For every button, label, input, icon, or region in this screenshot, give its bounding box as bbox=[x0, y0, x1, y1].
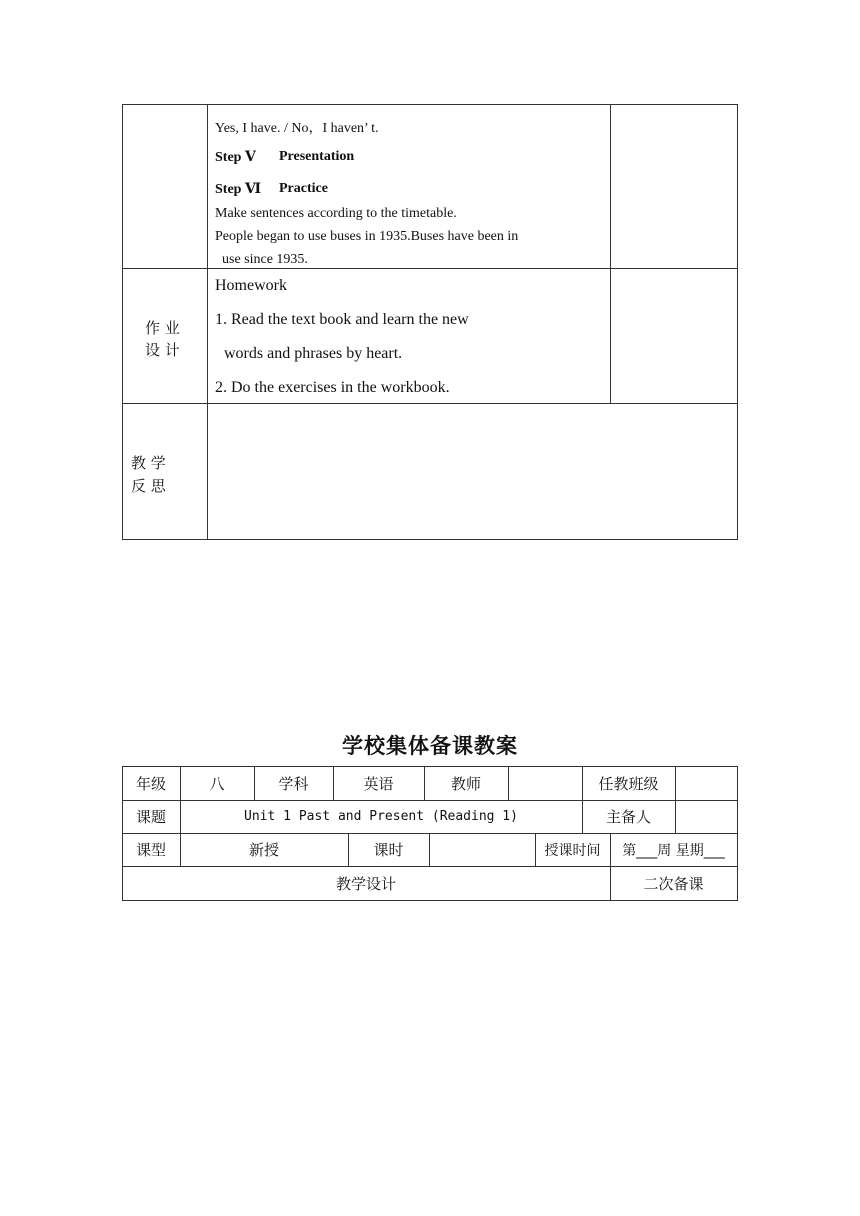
practice-instruction: Make sentences according to the timetable. bbox=[215, 206, 457, 221]
lead-preparer-value bbox=[675, 800, 737, 833]
table-border bbox=[610, 104, 611, 404]
class-hours-label: 课时 bbox=[373, 841, 404, 859]
table-border bbox=[737, 766, 738, 901]
reflection-label-line2: 反 思 bbox=[131, 477, 166, 495]
dialogue-line: Yes, I have. / No，I haven’ t. bbox=[215, 121, 379, 136]
step-six-title: Practice bbox=[279, 181, 328, 196]
teaching-design-label: 教学设计 bbox=[335, 874, 396, 893]
teacher-value bbox=[508, 766, 582, 800]
homework-label-line1: 作 业 bbox=[145, 319, 180, 337]
homework-item-1-line1: 1. Read the text book and learn the new bbox=[215, 311, 469, 328]
class-hours-value bbox=[429, 833, 535, 866]
homework-title: Homework bbox=[215, 277, 287, 294]
example-sentence-line1: People began to use buses in 1935.Buses have been in bbox=[215, 229, 519, 244]
example-sentence-line2: use since 1935. bbox=[222, 252, 308, 267]
homework-item-2: 2. Do the exercises in the workbook. bbox=[215, 379, 450, 396]
grade-label: 年级 bbox=[135, 774, 166, 793]
table-border bbox=[122, 268, 738, 269]
topic-label: 课题 bbox=[135, 808, 166, 826]
table-border bbox=[122, 403, 738, 404]
step-six-label: Step Ⅵ bbox=[215, 182, 262, 197]
class-label: 任教班级 bbox=[598, 774, 659, 793]
step-five-title: Presentation bbox=[279, 149, 355, 164]
class-value bbox=[675, 766, 737, 800]
table-border bbox=[122, 539, 738, 540]
teaching-time-value: 第___周 星期___ bbox=[622, 842, 725, 859]
table-border bbox=[122, 900, 738, 901]
subject-value: 英语 bbox=[363, 774, 394, 793]
lead-preparer-label: 主备人 bbox=[605, 808, 651, 826]
secondary-prep-label: 二次备课 bbox=[643, 874, 704, 893]
homework-label-line2: 设 计 bbox=[145, 341, 180, 359]
teacher-label: 教师 bbox=[450, 774, 481, 793]
table-border bbox=[122, 104, 123, 540]
lesson-type-label: 课型 bbox=[135, 841, 166, 859]
lesson-type-value: 新授 bbox=[248, 841, 279, 859]
table-border bbox=[122, 104, 738, 105]
reflection-label-line1: 教 学 bbox=[131, 454, 166, 472]
table-border bbox=[737, 104, 738, 540]
homework-item-1-line2: words and phrases by heart. bbox=[224, 345, 403, 362]
table-border bbox=[207, 104, 208, 540]
page-title: 学校集体备课教案 bbox=[342, 734, 518, 758]
subject-label: 学科 bbox=[278, 774, 309, 793]
grade-value: 八 bbox=[209, 774, 225, 793]
teaching-time-label: 授课时间 bbox=[544, 842, 601, 859]
topic-value: Unit 1 Past and Present (Reading 1) bbox=[244, 809, 518, 824]
step-five-label: Step Ⅴ bbox=[215, 150, 256, 165]
